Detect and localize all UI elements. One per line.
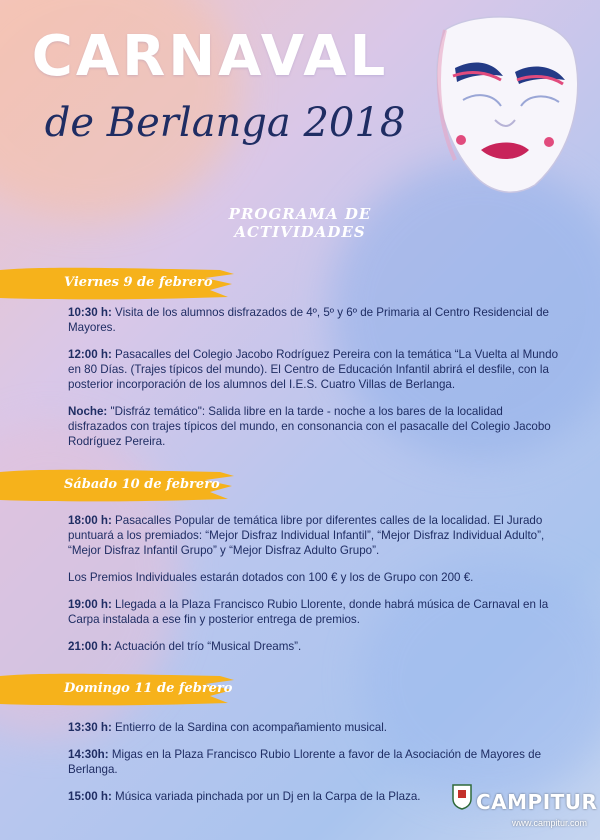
- day-banner-friday: [0, 264, 235, 304]
- campitur-url: www.campitur.com: [512, 818, 588, 828]
- programa-heading: PROGRAMA DE ACTIVIDADES: [228, 205, 372, 241]
- schedule-item: 15:00 h: Música variada pinchada por un Dj en la Carpa de la Plaza.: [68, 790, 421, 803]
- day-schedule-friday: [68, 305, 558, 461]
- day-label: Viernes 9 de febrero: [64, 275, 213, 290]
- day-banner-sunday: [0, 670, 235, 710]
- schedule-item: 18:00 h: Pasacalles Popular de temática libre por diferentes calles de la localidad. El Jurado puntuará a los premiados: “Mejor Disfraz Individual Infantil”, “Mejor Disfraz Individual Adulto”, “Mejor Disfraz Infantil Grupo” y “Mejor Disfraz Adulto Grupo”.: [68, 514, 545, 557]
- campitur-brand: CAMPITUR: [476, 790, 598, 814]
- town-shield-icon: [452, 784, 472, 810]
- day-label: Sábado 10 de febrero: [64, 477, 220, 492]
- schedule-item: 10:30 h: Visita de los alumnos disfrazados de 4º, 5º y 6º de Primaria al Centro Residencial de Mayores.: [68, 306, 549, 334]
- day-banner-saturday: [0, 466, 235, 506]
- schedule-item: 14:30h: Migas en la Plaza Francisco Rubio Llorente a favor de la Asociación de Mayores de Berlanga.: [68, 748, 542, 776]
- schedule-item: 12:00 h: Pasacalles del Colegio Jacobo Rodríguez Pereira con la temática “La Vuelta al Mundo en 80 Días. (Trajes típicos del mundo). El Centro de Educación Infantil abrirá el desfile, con la posterior incorporación de los alumnos del I.E.S. Cuatro Villas de Berlanga.: [68, 348, 559, 391]
- schedule-item: 21:00 h: Actuación del trío “Musical Dreams”.: [68, 640, 302, 653]
- schedule-item: Los Premios Individuales estarán dotados con 100 € y los de Grupo con 200 €.: [68, 571, 474, 584]
- day-schedule-saturday: [68, 513, 558, 666]
- footer-logo: [452, 778, 598, 836]
- schedule-item: Noche: "Disfráz temático": Salida libre en la tarde - noche a los bares de la localidad disfrazados con trajes típicos del mundo, en consonancia con el pasacalle del Colegio Jacobo Rodríguez Pereira.: [68, 405, 551, 448]
- day-label: Domingo 11 de febrero: [64, 681, 233, 696]
- schedule-item: 13:30 h: Entierro de la Sardina con acompañamiento musical.: [68, 721, 388, 734]
- schedule-item: 19:00 h: Llegada a la Plaza Francisco Rubio Llorente, donde habrá música de Carnaval en la Carpa instalada a ese fin y posterior entrega de premios.: [68, 598, 549, 626]
- title-subtitle: de Berlanga 2018: [44, 100, 406, 146]
- carnival-mask-illustration: [415, 10, 580, 195]
- title-carnaval: CARNAVAL: [31, 24, 389, 89]
